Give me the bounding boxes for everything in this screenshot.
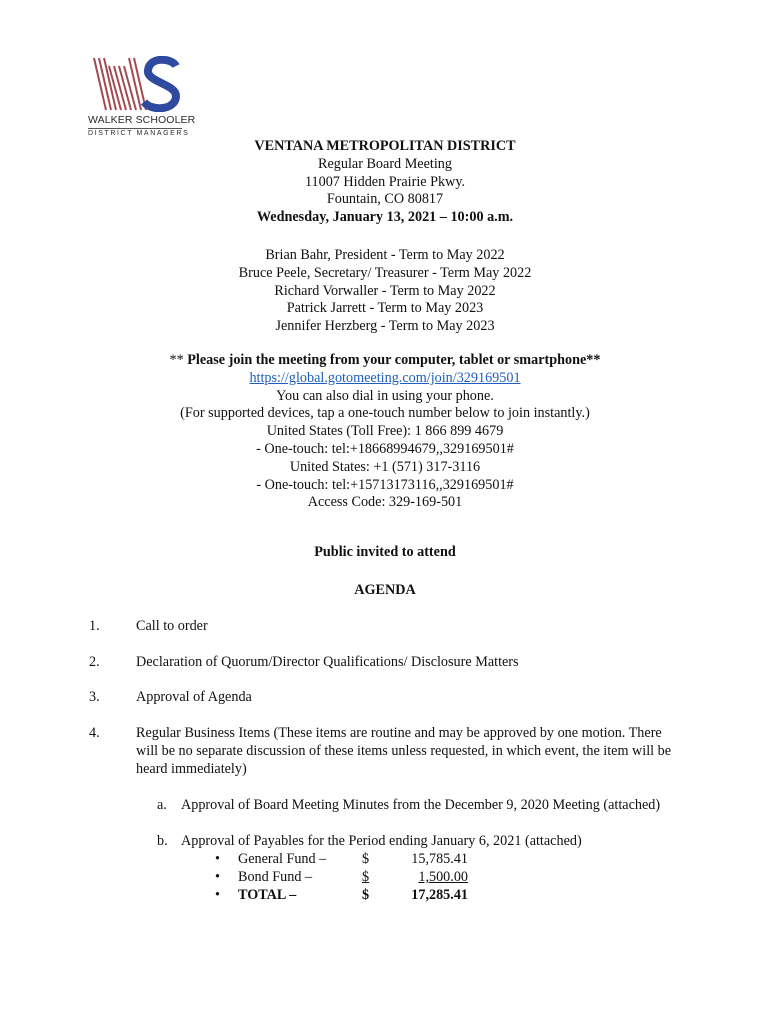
dial-in-line: (For supported devices, tap a one-touch number below to join instantly.) bbox=[180, 405, 590, 422]
meeting-header bbox=[0, 138, 770, 227]
public-notice: Public invited to attend bbox=[314, 544, 456, 560]
fund-amount: 15,785.41 bbox=[411, 851, 468, 867]
agenda-item-number: 1. bbox=[89, 618, 100, 634]
currency-symbol: $ bbox=[362, 851, 370, 867]
meeting-datetime: Wednesday, January 13, 2021 – 10:00 a.m. bbox=[256, 209, 514, 226]
access-code: Access Code: 329-169-501 bbox=[307, 494, 463, 511]
agenda-item-text: Approval of Agenda bbox=[136, 689, 252, 705]
agenda-item-text: Call to order bbox=[136, 618, 208, 634]
join-heading-prefix: ** bbox=[169, 352, 188, 368]
dial-in-line: United States: +1 (571) 317-3116 bbox=[289, 458, 481, 475]
board-member: Jennifer Herzberg - Term to May 2023 bbox=[275, 318, 495, 335]
agenda-title: AGENDA bbox=[354, 582, 416, 598]
board-members bbox=[0, 247, 770, 336]
meeting-link[interactable]: https://global.gotomeeting.com/join/329169501 bbox=[249, 369, 521, 386]
currency-symbol: $ bbox=[362, 869, 370, 885]
fund-label: General Fund – bbox=[238, 851, 327, 867]
dial-in-line: - One-touch: tel:+15713173116,,329169501# bbox=[256, 476, 514, 493]
fund-amount: 1,500.00 bbox=[418, 869, 468, 885]
district-title: VENTANA METROPOLITAN DISTRICT bbox=[254, 138, 516, 154]
address-line-2: Fountain, CO 80817 bbox=[326, 191, 444, 208]
total-amount: 17,285.41 bbox=[411, 887, 468, 903]
join-heading-text: Please join the meeting from your computer, tablet or smartphone** bbox=[187, 352, 601, 368]
agenda-item-number: 4. bbox=[89, 725, 100, 741]
join-heading bbox=[0, 352, 770, 370]
board-member: Richard Vorwaller - Term to May 2022 bbox=[274, 282, 496, 299]
sub-item-text: Approval of Board Meeting Minutes from the December 9, 2020 Meeting (attached) bbox=[181, 797, 661, 813]
agenda-item-number: 3. bbox=[89, 689, 100, 705]
dial-in-line: You can also dial in using your phone. bbox=[276, 387, 494, 404]
sub-item-letter: b. bbox=[157, 833, 168, 849]
board-member: Brian Bahr, President - Term to May 2022 bbox=[265, 247, 505, 263]
bullet-icon: • bbox=[215, 887, 220, 903]
bullet-icon: • bbox=[215, 851, 220, 867]
bullet-icon: • bbox=[215, 869, 220, 885]
logo-divider bbox=[88, 128, 182, 129]
board-member: Patrick Jarrett - Term to May 2023 bbox=[286, 300, 484, 317]
address-line-1: 11007 Hidden Prairie Pkwy. bbox=[304, 173, 466, 190]
board-member: Bruce Peele, Secretary/ Treasurer - Term May 2022 bbox=[238, 264, 532, 281]
currency-symbol: $ bbox=[362, 887, 370, 903]
agenda-item-number: 2. bbox=[89, 654, 100, 670]
dial-in-line: United States (Toll Free): 1 866 899 4679 bbox=[266, 423, 504, 440]
ws-logo-mark-icon bbox=[92, 56, 182, 112]
agenda-item-text: Regular Business Items (These items are routine and may be approved by one motion. There will be no separate discussion of these items unless requested, in which event, the item will be heard immediately) bbox=[136, 725, 672, 777]
total-label: TOTAL – bbox=[238, 887, 297, 903]
dial-in-line: - One-touch: tel:+18668994679,,329169501# bbox=[256, 440, 514, 457]
logo-company-name: WALKER SCHOOLER bbox=[88, 114, 196, 126]
sub-item-text: Approval of Payables for the Period ending January 6, 2021 (attached) bbox=[181, 833, 582, 849]
fund-label: Bond Fund – bbox=[238, 869, 313, 885]
join-info bbox=[0, 352, 770, 512]
sub-item-letter: a. bbox=[157, 797, 167, 813]
meeting-type: Regular Board Meeting bbox=[318, 155, 452, 172]
agenda-item-text: Declaration of Quorum/Director Qualifications/ Disclosure Matters bbox=[136, 654, 519, 670]
company-logo bbox=[88, 56, 196, 140]
logo-tagline: DISTRICT MANAGERS bbox=[88, 130, 190, 137]
